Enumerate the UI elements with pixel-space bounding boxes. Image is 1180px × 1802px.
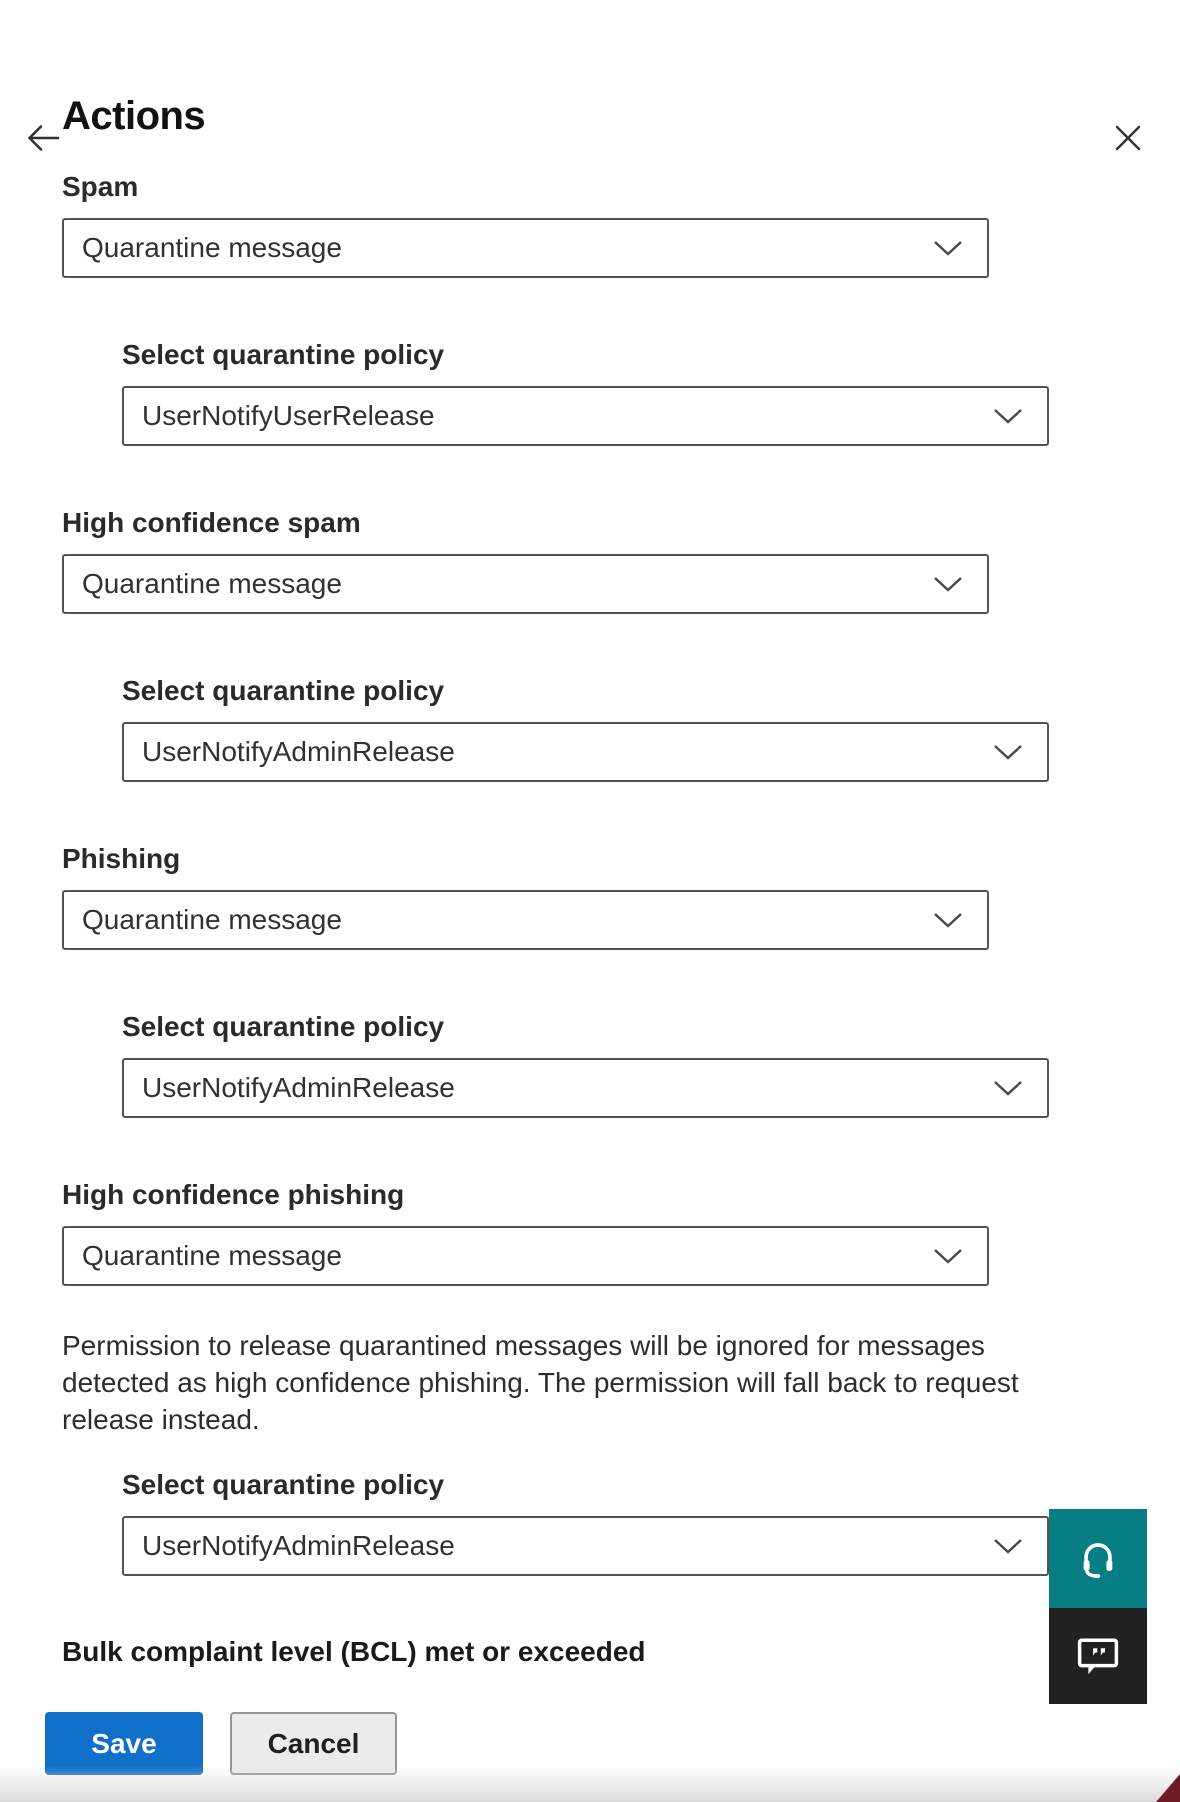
field-group-hcp-policy <box>122 1468 1120 1576</box>
phishing-label: Phishing <box>62 843 181 874</box>
field-group-high-confidence-phishing <box>62 1178 1120 1286</box>
hcp-quarantine-policy-dropdown[interactable] <box>122 1516 1049 1576</box>
chevron-down-icon <box>993 744 1023 761</box>
back-arrow-icon <box>25 143 61 158</box>
chevron-down-icon <box>933 1248 963 1265</box>
save-button[interactable]: Save <box>45 1712 203 1775</box>
back-button[interactable] <box>25 121 61 155</box>
dropdown-value: Quarantine message <box>82 232 342 263</box>
hcp-permission-note: Permission to release quarantined messages will be ignored for messages detected as high confidence phishing. The permission will fall back to request release instead. <box>62 1330 1019 1435</box>
spam-action-dropdown[interactable] <box>62 218 989 278</box>
hcs-quarantine-policy-dropdown[interactable] <box>122 722 1049 782</box>
page-title: Actions <box>62 94 206 138</box>
bcl-section-heading: Bulk complaint level (BCL) met or exceeded <box>62 1636 646 1667</box>
field-group-phishing <box>62 842 1120 950</box>
field-group-high-confidence-spam <box>62 506 1120 614</box>
high-confidence-phishing-label: High confidence phishing <box>62 1179 405 1210</box>
chevron-down-icon <box>993 1538 1023 1555</box>
dropdown-value: UserNotifyAdminRelease <box>142 736 455 767</box>
spam-label: Spam <box>62 171 139 202</box>
high-confidence-spam-label: High confidence spam <box>62 507 361 538</box>
high-confidence-phishing-action-dropdown[interactable] <box>62 1226 989 1286</box>
feedback-button[interactable] <box>1049 1608 1147 1704</box>
select-quarantine-policy-label: Select quarantine policy <box>122 675 445 706</box>
high-confidence-spam-action-dropdown[interactable] <box>62 554 989 614</box>
dropdown-value: UserNotifyAdminRelease <box>142 1530 455 1561</box>
field-group-phishing-policy <box>122 1010 1120 1118</box>
chevron-down-icon <box>933 912 963 929</box>
phishing-action-dropdown[interactable] <box>62 890 989 950</box>
dropdown-value: UserNotifyAdminRelease <box>142 1072 455 1103</box>
close-button[interactable] <box>1114 124 1142 152</box>
select-quarantine-policy-label: Select quarantine policy <box>122 1011 445 1042</box>
select-quarantine-policy-label: Select quarantine policy <box>122 1469 445 1500</box>
cancel-button[interactable]: Cancel <box>230 1712 397 1775</box>
feedback-chat-icon <box>1075 1635 1121 1677</box>
chevron-down-icon <box>933 576 963 593</box>
dropdown-value: UserNotifyUserRelease <box>142 400 435 431</box>
actions-panel <box>0 92 1180 1672</box>
field-group-hcs-policy <box>122 674 1120 782</box>
field-group-spam-policy <box>122 338 1120 446</box>
field-group-spam <box>62 170 1120 278</box>
footer-bar <box>0 1682 1180 1802</box>
help-button[interactable] <box>1049 1509 1147 1608</box>
dropdown-value: Quarantine message <box>82 904 342 935</box>
chevron-down-icon <box>993 1080 1023 1097</box>
chevron-down-icon <box>993 408 1023 425</box>
chevron-down-icon <box>933 240 963 257</box>
spam-quarantine-policy-dropdown[interactable] <box>122 386 1049 446</box>
close-icon <box>1114 140 1142 155</box>
headset-icon <box>1077 1538 1119 1580</box>
phishing-quarantine-policy-dropdown[interactable] <box>122 1058 1049 1118</box>
dropdown-value: Quarantine message <box>82 1240 342 1271</box>
dropdown-value: Quarantine message <box>82 568 342 599</box>
select-quarantine-policy-label: Select quarantine policy <box>122 339 445 370</box>
